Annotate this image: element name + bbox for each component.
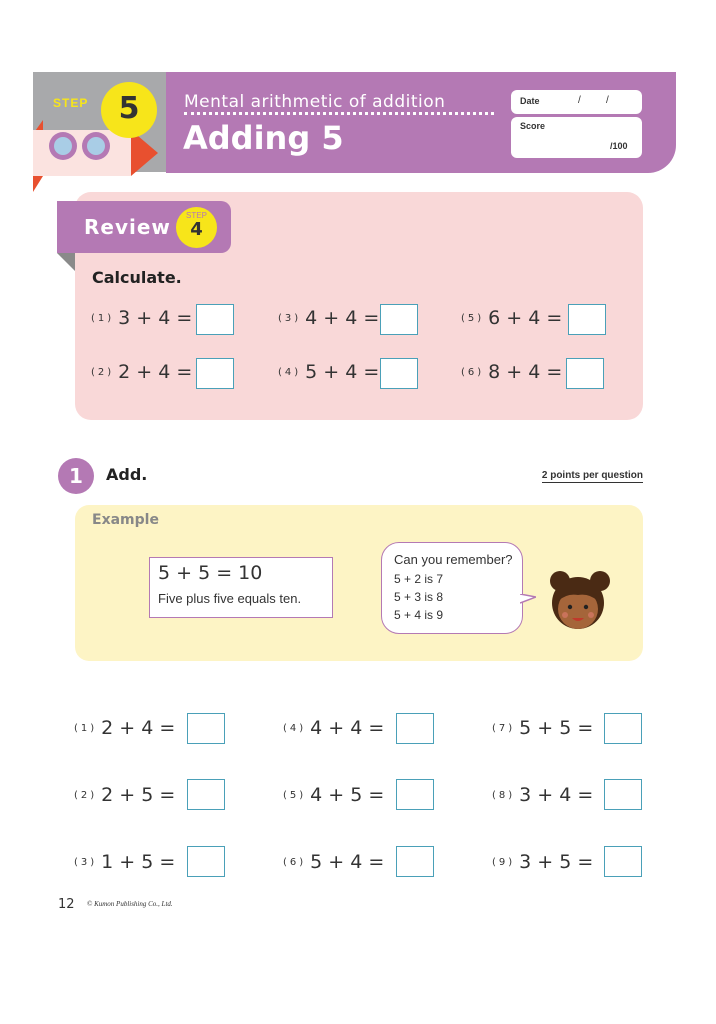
score-total: /100 xyxy=(610,141,628,151)
step-label: STEP xyxy=(53,96,89,110)
problem-expression: 5 + 5 = xyxy=(519,717,594,739)
section-number: 1 xyxy=(58,458,94,494)
problem-index: (2) xyxy=(91,366,115,378)
bubble-line: 5 + 2 is 7 xyxy=(394,572,444,586)
problem-expression: 6 + 4 = xyxy=(488,307,563,329)
problem-expression: 2 + 4 = xyxy=(101,717,176,739)
review-instruction: Calculate. xyxy=(92,268,182,287)
answer-box[interactable] xyxy=(187,779,225,810)
review-step-number: 4 xyxy=(190,219,203,240)
problem-index: (9) xyxy=(492,856,516,868)
add-problem xyxy=(492,851,593,873)
add-problem xyxy=(74,784,175,806)
review-problem xyxy=(461,307,562,329)
add-problem xyxy=(74,717,175,739)
header-tab xyxy=(658,72,676,108)
girl-character-illustration xyxy=(537,567,617,637)
score-label: Score xyxy=(520,121,546,131)
answer-box[interactable] xyxy=(196,304,234,335)
problem-expression: 5 + 4 = xyxy=(305,361,380,383)
example-equation: 5 + 5 = 10 xyxy=(158,562,263,584)
problem-expression: 3 + 5 = xyxy=(519,851,594,873)
review-step-word: STEP xyxy=(186,211,207,220)
answer-box[interactable] xyxy=(396,713,434,744)
review-label: Review xyxy=(84,215,171,239)
review-problem xyxy=(91,307,192,329)
step-badge xyxy=(101,82,157,138)
points-note: 2 points per question xyxy=(541,470,643,481)
problem-expression: 2 + 5 = xyxy=(101,784,176,806)
review-problem xyxy=(461,361,562,383)
bubble-line: 5 + 3 is 8 xyxy=(394,590,444,604)
problem-index: (5) xyxy=(461,312,485,324)
section-title: Add. xyxy=(106,465,148,484)
answer-box[interactable] xyxy=(604,779,642,810)
problem-index: (4) xyxy=(278,366,302,378)
step-number: 5 xyxy=(118,91,140,126)
answer-box[interactable] xyxy=(604,846,642,877)
answer-box[interactable] xyxy=(380,358,418,389)
add-problem xyxy=(492,784,593,806)
date-label: Date xyxy=(520,96,540,106)
problem-index: (5) xyxy=(283,789,307,801)
review-tab-fold xyxy=(57,253,75,271)
problem-index: (1) xyxy=(74,722,98,734)
bubble-question: Can you remember? xyxy=(394,552,513,567)
page-subtitle: Mental arithmetic of addition xyxy=(184,92,446,112)
answer-box[interactable] xyxy=(566,358,604,389)
problem-index: (2) xyxy=(74,789,98,801)
answer-box[interactable] xyxy=(196,358,234,389)
example-words: Five plus five equals ten. xyxy=(158,591,302,606)
rocket-fin-bottom xyxy=(33,176,43,192)
copyright: © Kumon Publishing Co., Ltd. xyxy=(87,900,173,908)
review-problem xyxy=(278,361,379,383)
problem-expression: 4 + 4 = xyxy=(310,717,385,739)
problem-expression: 3 + 4 = xyxy=(118,307,193,329)
answer-box[interactable] xyxy=(396,779,434,810)
problem-index: (3) xyxy=(278,312,302,324)
page-number: 12 xyxy=(58,897,75,912)
answer-box[interactable] xyxy=(187,846,225,877)
date-separator-2: / xyxy=(606,95,609,106)
problem-index: (6) xyxy=(461,366,485,378)
problem-expression: 1 + 5 = xyxy=(101,851,176,873)
problem-expression: 4 + 5 = xyxy=(310,784,385,806)
add-problem xyxy=(283,784,384,806)
problem-index: (7) xyxy=(492,722,516,734)
problem-expression: 5 + 4 = xyxy=(310,851,385,873)
example-label: Example xyxy=(92,512,159,528)
problem-index: (4) xyxy=(283,722,307,734)
problem-index: (8) xyxy=(492,789,516,801)
dotted-divider xyxy=(184,112,494,115)
answer-box[interactable] xyxy=(604,713,642,744)
problem-index: (3) xyxy=(74,856,98,868)
add-problem xyxy=(74,851,175,873)
add-problem xyxy=(492,717,593,739)
rocket-window-2 xyxy=(87,137,105,155)
speech-bubble-tail xyxy=(520,594,536,604)
review-step-badge xyxy=(176,207,217,248)
rocket-window-1 xyxy=(54,137,72,155)
problem-index: (6) xyxy=(283,856,307,868)
review-problem xyxy=(91,361,192,383)
answer-box[interactable] xyxy=(380,304,418,335)
problem-expression: 2 + 4 = xyxy=(118,361,193,383)
problem-expression: 8 + 4 = xyxy=(488,361,563,383)
date-separator-1: / xyxy=(578,95,581,106)
bubble-line: 5 + 4 is 9 xyxy=(394,608,444,622)
problem-expression: 3 + 4 = xyxy=(519,784,594,806)
review-problem xyxy=(278,307,379,329)
answer-box[interactable] xyxy=(396,846,434,877)
problem-expression: 4 + 4 = xyxy=(305,307,380,329)
page-title: Adding 5 xyxy=(183,119,344,157)
rocket-body xyxy=(33,130,131,176)
add-problem xyxy=(283,717,384,739)
add-problem xyxy=(283,851,384,873)
answer-box[interactable] xyxy=(187,713,225,744)
answer-box[interactable] xyxy=(568,304,606,335)
problem-index: (1) xyxy=(91,312,115,324)
